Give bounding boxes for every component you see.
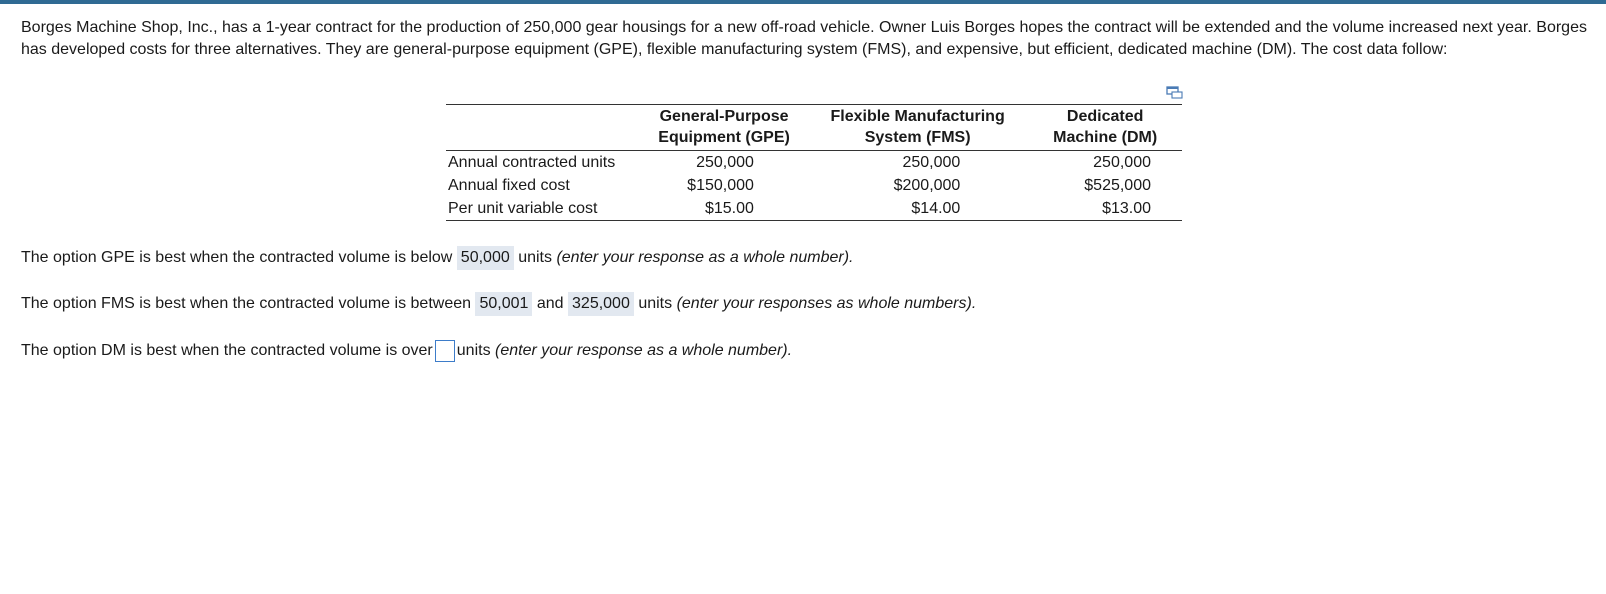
header-dm [1028, 105, 1182, 151]
problem-statement: Borges Machine Shop, Inc., has a 1-year contract for the production of 250,000 gear housings for a new off-road vehicle. Owner Luis Borges hopes the contract will be extended and the volume increased next year. Borges has developed costs for three alternatives. They are general-purpose equipment (GPE), flexible manufacturing system (FMS), and expensive, but efficient, dedicated machine (DM). The cost data follow: [21, 19, 1587, 58]
header-gpe-line2: Equipment (GPE) [658, 129, 790, 146]
cell-dm: $13.00 [1102, 200, 1151, 217]
row-label: Annual contracted units [448, 154, 616, 171]
cell-fms: $14.00 [911, 200, 961, 217]
copy-table-icon[interactable] [1166, 86, 1183, 99]
top-accent-bar [0, 0, 1606, 4]
cell-fms: $200,000 [893, 177, 961, 194]
header-gpe [641, 105, 807, 151]
header-gpe-line1: General-Purpose [659, 108, 789, 125]
cell-gpe: 250,000 [696, 154, 754, 171]
header-dm-line1: Dedicated [1066, 108, 1144, 125]
question-fms-units: units [638, 295, 673, 312]
question-dm-hint: (enter your response as a whole number). [495, 342, 793, 359]
question-dm-units: units [456, 342, 491, 359]
header-fms-line2: System (FMS) [864, 129, 971, 146]
row-label: Per unit variable cost [448, 200, 598, 217]
table-row [446, 174, 1182, 197]
header-fms [807, 105, 1028, 151]
cell-fms: 250,000 [902, 154, 961, 171]
question-gpe-hint: (enter your response as a whole number). [556, 249, 854, 266]
question-fms [21, 292, 976, 316]
cell-gpe: $150,000 [687, 177, 754, 194]
cost-data-table [446, 104, 1182, 221]
cell-dm: 250,000 [1093, 154, 1151, 171]
dm-answer-input[interactable] [435, 340, 455, 362]
fms-upper-answer-field[interactable]: 325,000 [568, 292, 634, 316]
question-fms-and: and [536, 295, 564, 312]
table-row [446, 151, 1182, 175]
fms-lower-answer-field[interactable]: 50,001 [475, 292, 532, 316]
cell-gpe: $15.00 [704, 200, 754, 217]
question-gpe-text: The option GPE is best when the contracted volume is below [21, 249, 453, 266]
table-row [446, 197, 1182, 221]
question-fms-text: The option FMS is best when the contracted volume is between [21, 295, 472, 312]
question-fms-hint: (enter your responses as whole numbers). [676, 295, 977, 312]
header-blank [446, 105, 641, 151]
header-fms-line1: Flexible Manufacturing [830, 108, 1005, 125]
cell-dm: $525,000 [1084, 177, 1151, 194]
question-dm [21, 339, 792, 363]
question-gpe [21, 246, 853, 270]
row-label: Annual fixed cost [448, 177, 570, 194]
question-gpe-units: units [518, 249, 552, 266]
gpe-answer-field[interactable]: 50,000 [457, 246, 514, 270]
question-dm-text: The option DM is best when the contracted volume is over [21, 342, 433, 359]
table-header-row [446, 105, 1182, 151]
header-dm-line2: Machine (DM) [1053, 129, 1158, 146]
